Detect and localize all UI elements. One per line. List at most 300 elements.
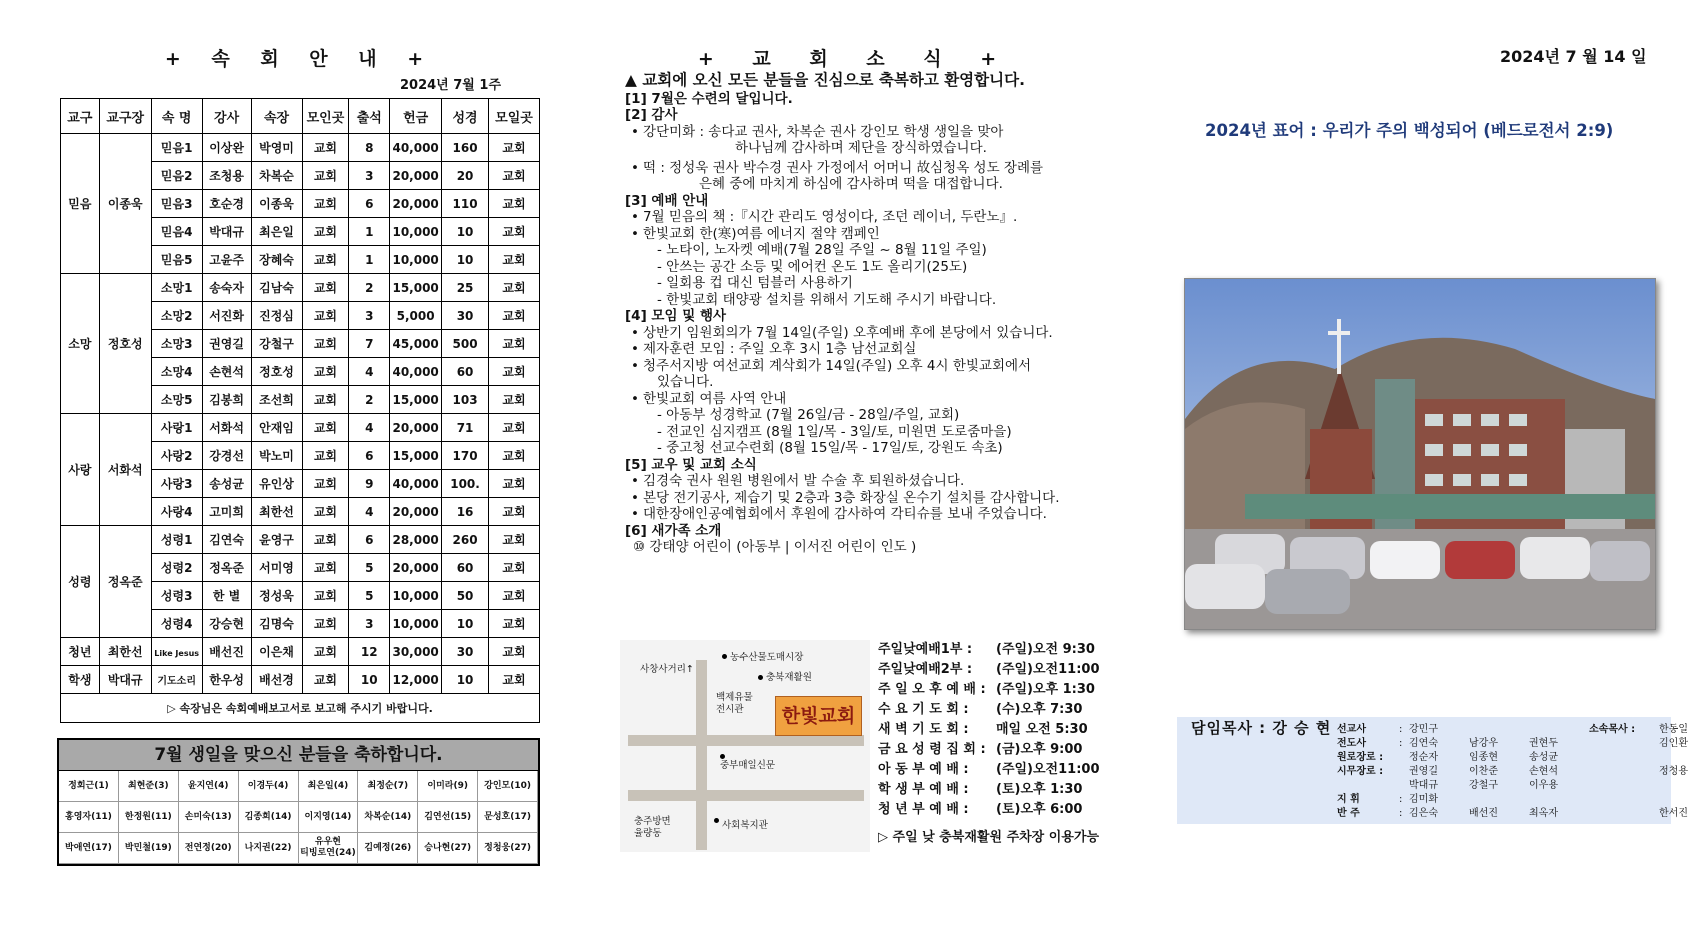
staff-row [1337, 765, 1701, 779]
table-cell: 3 [349, 302, 390, 330]
worship-row [878, 800, 1118, 820]
staff-text: 권현두 [1529, 738, 1558, 749]
staff-text [1399, 765, 1409, 779]
worship-time: (토)오후 6:00 [996, 802, 1083, 817]
table-cell: 교회 [488, 666, 539, 694]
news-item: • 7월 믿음의 책 :『시간 관리도 영성이다, 조던 레이너, 두란노』. [625, 209, 1120, 226]
table-cell: 10,000 [390, 610, 442, 638]
table-cell: 교회 [302, 302, 349, 330]
table-cell: 15,000 [390, 274, 442, 302]
table-cell: 3 [349, 610, 390, 638]
table-cell: 교회 [302, 554, 349, 582]
table-cell: 교회 [302, 526, 349, 554]
table-cell: 성령1 [151, 526, 202, 554]
staff-text: 최옥자 [1529, 808, 1558, 819]
table-cell: 믿음3 [151, 190, 202, 218]
table-cell: 송숙자 [202, 274, 251, 302]
section-3: [3] 예배 안내 [625, 192, 709, 209]
staff-row [1337, 779, 1701, 793]
worship-time: 매일 오전 5:30 [996, 722, 1088, 737]
table-cell: 조선희 [251, 386, 302, 414]
news-subitem: - 한빛교회 태양광 설치를 위해서 기도해 주시기 바랍니다. [657, 291, 997, 308]
table-cell: 교회 [488, 190, 539, 218]
bulletin-date: 2024년 7 월 14 일 [1500, 47, 1647, 66]
news-item: • 강단미화 : 송다교 권사, 차복순 권사 강인모 학생 생일을 맞아 [625, 124, 1120, 141]
birthday-entry: 이지영(14) [299, 802, 359, 833]
worship-row [878, 740, 1118, 760]
church-photo [1184, 278, 1656, 630]
table-cell: 호순경 [202, 190, 251, 218]
section-2: [2] 감사 [625, 107, 678, 123]
worship-schedule [878, 640, 1118, 820]
table-cell: 청년 [61, 638, 100, 666]
table-cell: 성령4 [151, 610, 202, 638]
staff-text: 지 휘 [1337, 794, 1360, 805]
table-cell: 교회 [302, 470, 349, 498]
worship-name: 청 년 부 예 배 : [878, 802, 969, 817]
table-cell: 교회 [302, 610, 349, 638]
staff-text: 원로장로 : [1337, 752, 1384, 763]
table-cell: 성령3 [151, 582, 202, 610]
table-cell: 교회 [488, 274, 539, 302]
table-cell: 교회 [488, 134, 539, 162]
staff-row [1337, 723, 1701, 737]
table-cell: 성령2 [151, 554, 202, 582]
staff-text: 임종현 [1469, 752, 1498, 763]
staff-text [1399, 751, 1409, 765]
table-cell: 한우성 [202, 666, 251, 694]
news-item: • 청주서지방 여선교회 계삭회가 14일(주일) 오후 4시 한빛교회에서 [625, 358, 1120, 375]
birthday-entry: 최은일(4) [299, 771, 359, 802]
birthday-entry: 승나현(27) [418, 833, 478, 864]
table-cell: 교회 [488, 526, 539, 554]
table-cell: 정호성 [99, 274, 151, 414]
table-cell: 교회 [302, 134, 349, 162]
table-cell: 교회 [488, 498, 539, 526]
birthday-entry: 차복순(14) [358, 802, 418, 833]
staff-text: : [1399, 808, 1403, 819]
table-cell: 10 [442, 610, 489, 638]
table-cell: 교회 [488, 582, 539, 610]
table-cell: 30 [442, 302, 489, 330]
table-cell: 교회 [488, 414, 539, 442]
table-cell: 10,000 [390, 246, 442, 274]
table-cell: 이상완 [202, 134, 251, 162]
table-cell: 교회 [488, 442, 539, 470]
birthday-entry: 윤지연(4) [179, 771, 239, 802]
table-cell: 강철구 [251, 330, 302, 358]
table-cell: 40,000 [390, 470, 442, 498]
table-cell: 학생 [61, 666, 100, 694]
staff-text: 소속목사 : [1589, 724, 1636, 735]
table-cell: 사랑 [61, 414, 100, 526]
birthday-entry: 김종희(14) [239, 802, 299, 833]
table-cell: 기도소리 [151, 666, 202, 694]
staff-text [1589, 793, 1659, 807]
staff-text: : [1399, 724, 1403, 735]
staff-text [1529, 793, 1589, 807]
birthday-entry: 유우현 티빙로연(24) [299, 833, 359, 864]
table-header-cell: 헌금 [390, 99, 442, 134]
news-subitem: - 중고청 선교수련회 (8월 15일/목 - 17일/토, 강원도 속초) [657, 440, 1003, 456]
worship-row [878, 640, 1118, 660]
birthday-entry: 최정순(7) [358, 771, 418, 802]
table-cell: 교회 [302, 386, 349, 414]
staff-text: 김은숙 [1409, 808, 1438, 819]
new-family-item: ⑩ 강태양 어린이 (아동부 | 이서진 어린이 인도 ) [633, 539, 917, 555]
table-cell: 서진화 [202, 302, 251, 330]
worship-name: 새 벽 기 도 회 : [878, 722, 969, 737]
table-cell: 교회 [488, 554, 539, 582]
table-cell: 권영길 [202, 330, 251, 358]
section-4: [4] 모임 및 행사 [625, 308, 727, 324]
table-note-row [61, 694, 540, 723]
staff-text [1589, 779, 1659, 793]
table-cell: 고미희 [202, 498, 251, 526]
table-cell: 안재임 [251, 414, 302, 442]
table-cell: 조청용 [202, 162, 251, 190]
table-cell: 서화석 [202, 414, 251, 442]
table-cell: 김연숙 [202, 526, 251, 554]
birthday-entry: 한정원(11) [119, 802, 179, 833]
table-cell: 교회 [302, 358, 349, 386]
staff-text: 선교사 [1337, 724, 1366, 735]
table-cell: 12,000 [390, 666, 442, 694]
map-label: 충북재활원 [766, 672, 812, 683]
table-cell: 정성욱 [251, 582, 302, 610]
section-1: [1] 7월은 수련의 달입니다. [625, 90, 793, 107]
table-cell: 3 [349, 162, 390, 190]
staff-text: 배선진 [1469, 808, 1498, 819]
table-cell: 10,000 [390, 582, 442, 610]
table-cell: 소망 [61, 274, 100, 414]
table-cell: 박영미 [251, 134, 302, 162]
staff-text: 강민구 [1409, 724, 1438, 735]
table-cell: 교회 [302, 218, 349, 246]
staff-box [1177, 717, 1688, 824]
staff-text: 시무장로 : [1337, 766, 1384, 777]
news-item: • 한빛교회 여름 사역 안내 [625, 391, 1120, 408]
staff-text [1469, 793, 1529, 807]
table-cell: 20,000 [390, 162, 442, 190]
birthday-title: 7월 생일을 맞으신 분들을 축하합니다. [59, 740, 538, 771]
table-row [61, 666, 540, 694]
table-cell: 정호성 [251, 358, 302, 386]
news-subitem: - 일회용 컵 대신 텀블러 사용하기 [657, 275, 853, 291]
news-item: • 상반기 임원회의가 7월 14일(주일) 오후예배 후에 본당에서 있습니다. [625, 325, 1120, 342]
table-cell: 교회 [488, 470, 539, 498]
staff-text: : [1399, 794, 1403, 805]
cell-name-logo: Like Jesus [154, 648, 200, 658]
table-cell: 소망2 [151, 302, 202, 330]
staff-text [1659, 779, 1701, 793]
table-cell: 45,000 [390, 330, 442, 358]
table-cell: 교회 [488, 302, 539, 330]
table-cell: 170 [442, 442, 489, 470]
birthday-entry: 전연정(20) [179, 833, 239, 864]
table-cell: 50 [442, 582, 489, 610]
worship-row [878, 720, 1118, 740]
table-cell: 박대규 [99, 666, 151, 694]
table-cell: 30,000 [390, 638, 442, 666]
table-cell: 김명숙 [251, 610, 302, 638]
staff-text [1659, 751, 1701, 765]
birthday-entry: 박애연(17) [59, 833, 119, 864]
table-cell: 소망5 [151, 386, 202, 414]
welcome-line: ▲ 교회에 오신 모든 분들을 진심으로 축복하고 환영합니다. [625, 71, 1025, 89]
table-cell: 믿음2 [151, 162, 202, 190]
birthday-grid [59, 771, 538, 864]
table-cell: 믿음 [61, 134, 100, 274]
table-cell: 40,000 [390, 358, 442, 386]
table-cell: 교회 [302, 442, 349, 470]
table-cell: 2 [349, 274, 390, 302]
staff-text [1589, 807, 1659, 821]
birthday-entry: 정회근(1) [59, 771, 119, 802]
section-6: [6] 새가족 소개 [625, 522, 722, 539]
worship-time: (주일)오전 9:30 [996, 642, 1095, 657]
table-cell: 5,000 [390, 302, 442, 330]
worship-row [878, 780, 1118, 800]
table-cell: 10 [442, 218, 489, 246]
table-cell: 박대규 [202, 218, 251, 246]
table-cell: 최한선 [99, 638, 151, 666]
worship-name: 학 생 부 예 배 : [878, 782, 969, 797]
birthday-entry: 나지권(22) [239, 833, 299, 864]
birthday-entry: 강인모(10) [478, 771, 538, 802]
staff-text: 김인환 [1659, 738, 1688, 749]
staff-text: 한서진 [1659, 808, 1688, 819]
table-cell: 2 [349, 386, 390, 414]
worship-name: 수 요 기 도 회 : [878, 702, 969, 717]
staff-text: 반 주 [1337, 808, 1360, 819]
worship-row [878, 760, 1118, 780]
table-cell: 손현석 [202, 358, 251, 386]
table-cell: 믿음4 [151, 218, 202, 246]
news-item-cont: 하나님께 감사하며 제단을 장식하였습니다. [735, 140, 987, 156]
staff-text [1589, 765, 1659, 779]
table-cell: 유인상 [251, 470, 302, 498]
table-cell: 사랑1 [151, 414, 202, 442]
table-header-cell: 교구 [61, 99, 100, 134]
staff-text: 박대규 [1409, 780, 1438, 791]
table-cell: 103 [442, 386, 489, 414]
church-marker: 한빛교회 [775, 696, 862, 736]
cell-meeting-date: 2024년 7월 1주 [400, 78, 501, 93]
table-header-cell: 모일곳 [488, 99, 539, 134]
table-cell: 20,000 [390, 414, 442, 442]
table-cell: 교회 [302, 582, 349, 610]
table-header-row [61, 99, 540, 134]
table-cell: 진정심 [251, 302, 302, 330]
birthday-entry: 정청웅(27) [478, 833, 538, 864]
worship-name: 주 일 오 후 예 배 : [878, 682, 986, 697]
table-cell: 정옥준 [202, 554, 251, 582]
news-item: • 본당 전기공사, 제습기 및 2층과 3층 화장실 온수기 설치를 감사합니다. [625, 490, 1120, 507]
senior-pastor: 담임목사 : 강 승 현 [1191, 719, 1332, 737]
table-cell: 5 [349, 582, 390, 610]
table-cell: 믿음5 [151, 246, 202, 274]
table-cell: 김남숙 [251, 274, 302, 302]
table-cell: 15,000 [390, 386, 442, 414]
table-cell: 10 [442, 246, 489, 274]
staff-text: 남강우 [1469, 738, 1498, 749]
table-header-cell: 출석 [349, 99, 390, 134]
worship-time: (토)오후 1:30 [996, 782, 1083, 797]
table-cell: 서화석 [99, 414, 151, 526]
table-cell: 교회 [302, 414, 349, 442]
table-cell: 15,000 [390, 442, 442, 470]
birthday-entry: 손미숙(13) [179, 802, 239, 833]
table-cell: 사랑3 [151, 470, 202, 498]
table-cell: 배선진 [202, 638, 251, 666]
table-cell: 1 [349, 246, 390, 274]
table-cell: 박노미 [251, 442, 302, 470]
staff-text: 이우용 [1529, 780, 1558, 791]
table-cell: 김봉희 [202, 386, 251, 414]
news-item-cont: 은혜 중에 마치게 하심에 감사하며 떡을 대접합니다. [699, 176, 1003, 192]
map-label: 사회복지관 [722, 820, 768, 831]
worship-time: (금)오후 9:00 [996, 742, 1083, 757]
table-cell: 20,000 [390, 554, 442, 582]
staff-text [1399, 779, 1409, 793]
cell-meeting-title: + 속 회 안 내 + [164, 48, 436, 70]
table-cell: 교회 [488, 610, 539, 638]
news-subitem: - 안쓰는 공간 소등 및 에어컨 온도 1도 올리기(25도) [657, 258, 968, 275]
news-subitem: - 전교인 심지캠프 (8월 1일/목 - 3일/토, 미원면 도로줌마을) [657, 423, 1012, 440]
table-cell: 사랑2 [151, 442, 202, 470]
table-cell: 한 별 [202, 582, 251, 610]
table-row [61, 526, 540, 554]
table-cell: 40,000 [390, 134, 442, 162]
worship-name: 아 동 부 예 배 : [878, 762, 969, 777]
table-cell: 4 [349, 358, 390, 386]
church-news-title: + 교 회 소 식 + [697, 48, 1013, 70]
worship-time: (주일)오전11:00 [996, 762, 1100, 777]
staff-text [1469, 723, 1529, 737]
table-cell: 배선경 [251, 666, 302, 694]
table-header-cell: 모인곳 [302, 99, 349, 134]
staff-text: 김연숙 [1409, 738, 1438, 749]
table-cell: 500 [442, 330, 489, 358]
table-cell: 12 [349, 638, 390, 666]
worship-time: (수)오후 7:30 [996, 702, 1083, 717]
table-cell: 4 [349, 498, 390, 526]
news-item: • 한빛교회 한(寒)여름 에너지 절약 캠페인 [625, 226, 1120, 243]
staff-text: 권영길 [1409, 766, 1438, 777]
table-cell: 10 [442, 666, 489, 694]
table-cell: 교회 [302, 190, 349, 218]
table-cell: 강경선 [202, 442, 251, 470]
staff-text: 이찬준 [1469, 766, 1498, 777]
table-cell: 교회 [302, 638, 349, 666]
table-cell: 교회 [488, 330, 539, 358]
table-cell: 30 [442, 638, 489, 666]
birthday-entry: 최현준(3) [119, 771, 179, 802]
birthday-entry: 김연선(15) [418, 802, 478, 833]
staff-text: : [1399, 738, 1403, 749]
section-5: [5] 교우 및 교회 소식 [625, 456, 757, 473]
worship-row [878, 700, 1118, 720]
table-cell: 이종욱 [251, 190, 302, 218]
table-header-cell: 속장 [251, 99, 302, 134]
staff-row [1337, 793, 1701, 807]
birthday-entry: 문성호(17) [478, 802, 538, 833]
table-cell: 9 [349, 470, 390, 498]
table-header-cell: 교구장 [99, 99, 151, 134]
table-cell: 25 [442, 274, 489, 302]
staff-row [1337, 737, 1701, 751]
staff-text: 정순자 [1409, 752, 1438, 763]
table-cell: 6 [349, 442, 390, 470]
news-subitem: - 노타이, 노자켓 예배(7월 28일 주일 ~ 8월 11일 주일) [657, 242, 987, 258]
table-cell: 160 [442, 134, 489, 162]
map-label: 농수산물도매시장 [730, 652, 804, 663]
table-row [61, 134, 540, 162]
staff-text [1529, 723, 1589, 737]
table-cell: 윤영구 [251, 526, 302, 554]
parking-note: ▷ 주일 낮 충북재활원 주차장 이용가능 [878, 830, 1099, 845]
staff-text [1337, 779, 1399, 793]
table-cell: 6 [349, 526, 390, 554]
table-cell: 28,000 [390, 526, 442, 554]
table-cell: 7 [349, 330, 390, 358]
table-row [61, 274, 540, 302]
worship-time: (주일)오전11:00 [996, 662, 1100, 677]
table-cell: 사랑4 [151, 498, 202, 526]
cell-meeting-table [60, 98, 540, 723]
table-header-cell: 강사 [202, 99, 251, 134]
table-cell: 4 [349, 414, 390, 442]
table-cell: 소망3 [151, 330, 202, 358]
table-cell: 100. [442, 470, 489, 498]
table-cell: 1 [349, 218, 390, 246]
worship-row [878, 660, 1118, 680]
staff-text: 송성균 [1529, 752, 1558, 763]
staff-text: 손현석 [1529, 766, 1558, 777]
table-row [61, 638, 540, 666]
table-cell: 10 [349, 666, 390, 694]
staff-text: 김미화 [1409, 794, 1438, 805]
table-cell: 60 [442, 554, 489, 582]
table-cell: 교회 [302, 274, 349, 302]
table-cell: 260 [442, 526, 489, 554]
map-label: 충주방면 율량동 [634, 816, 671, 839]
table-cell: 소망4 [151, 358, 202, 386]
staff-row [1337, 751, 1701, 765]
table-cell: 16 [442, 498, 489, 526]
table-cell: 교회 [302, 330, 349, 358]
table-cell: 고윤주 [202, 246, 251, 274]
birthday-entry: 김예정(26) [358, 833, 418, 864]
table-cell: 이종욱 [99, 134, 151, 274]
table-cell: 10,000 [390, 218, 442, 246]
table-cell: 차복순 [251, 162, 302, 190]
table-cell: 110 [442, 190, 489, 218]
table-cell: 8 [349, 134, 390, 162]
worship-name: 금 요 성 령 집 회 : [878, 742, 986, 757]
staff-text: 강철구 [1469, 780, 1498, 791]
news-subitem: - 아동부 성경학교 (7월 26일/금 - 28일/주일, 교회) [657, 407, 960, 423]
worship-name: 주일낮예배2부 : [878, 662, 973, 677]
table-cell: ▷ 속장님은 속회예배보고서로 보고해 주시기 바랍니다. [61, 694, 540, 723]
table-cell: 성령 [61, 526, 100, 638]
staff-text [1659, 793, 1701, 807]
news-item-cont: 있습니다. [657, 374, 714, 390]
church-news [625, 72, 1120, 556]
news-item: • 대한장애인공예협회에서 후원에 감사하여 각티슈를 보내 주었습니다. [625, 506, 1120, 523]
news-item: • 제자훈련 모임 : 주일 오후 3시 1층 남선교회실 [625, 341, 1120, 358]
